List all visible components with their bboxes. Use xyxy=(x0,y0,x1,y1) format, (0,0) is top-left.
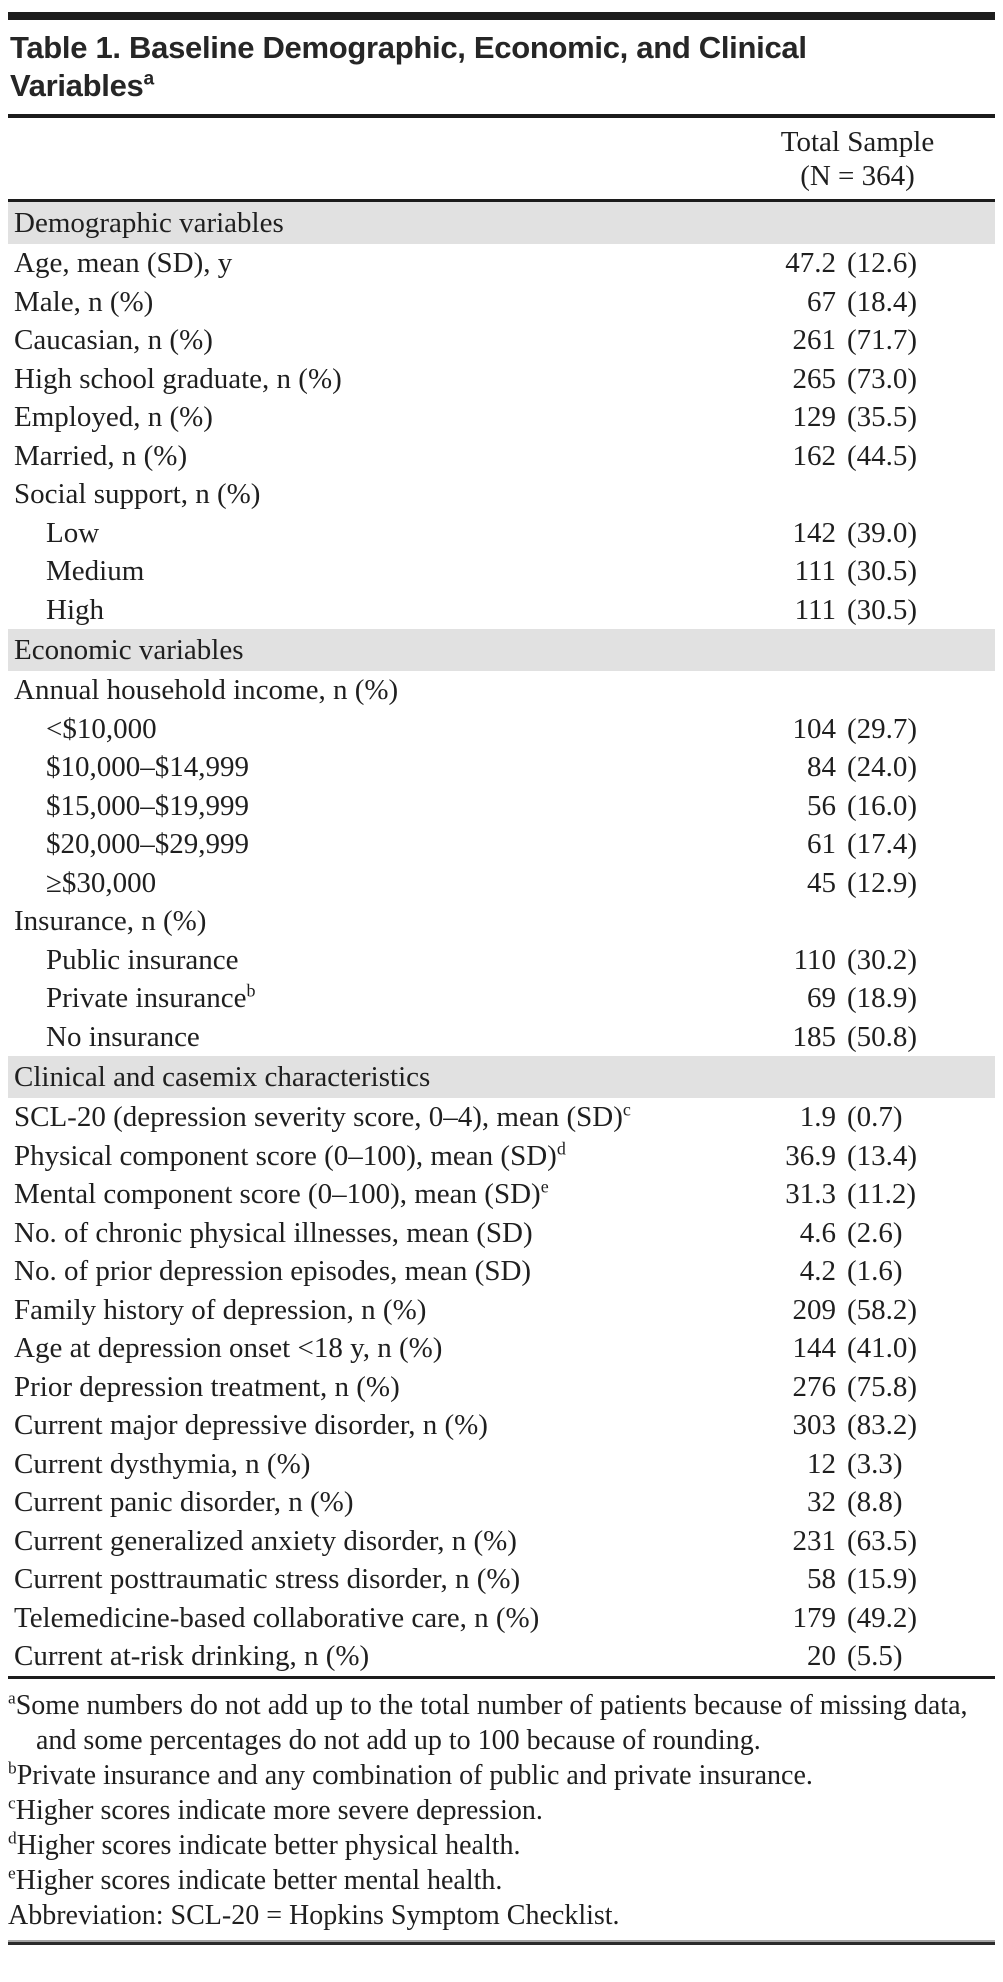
row-value xyxy=(740,1252,995,1291)
row-value-number: 179 xyxy=(792,1601,836,1634)
section-header: Demographic variables xyxy=(8,202,995,244)
row-value xyxy=(740,671,995,710)
row-value-percent: (73.0) xyxy=(847,362,918,395)
row-value-percent: (30.5) xyxy=(847,555,918,587)
table-row xyxy=(8,437,995,476)
row-value-number: 261 xyxy=(792,324,836,356)
row-value-percent: (30.5) xyxy=(847,593,918,626)
row-label: Age at depression onset <18 y, n (%) xyxy=(14,1332,443,1364)
row-value xyxy=(740,398,995,437)
row-label: Current at-risk drinking, n (%) xyxy=(14,1640,370,1672)
section-header: Clinical and casemix characteristics xyxy=(8,1056,995,1098)
row-label: Current dysthymia, n (%) xyxy=(14,1447,311,1480)
table-title-line2: Variables xyxy=(10,68,144,103)
row-value xyxy=(740,591,995,630)
row-label: No. of chronic physical illnesses, mean (SD) xyxy=(14,1216,533,1249)
row-footnote-marker: b xyxy=(246,980,256,1001)
table-row xyxy=(8,1560,995,1599)
column-header-line2: (N = 364) xyxy=(800,160,915,192)
row-value-number: 47.2 xyxy=(785,247,836,279)
footnote: Abbreviation: SCL-20 = Hopkins Symptom Checklist. xyxy=(8,1899,620,1931)
row-value xyxy=(740,1637,995,1676)
row-value xyxy=(740,552,995,591)
row-label: High school graduate, n (%) xyxy=(14,362,342,395)
row-value xyxy=(740,437,995,476)
row-label: SCL-20 (depression severity score, 0–4), mean (SD)$^c$ xyxy=(14,1099,631,1133)
row-label: Public insurance xyxy=(46,943,239,976)
footnote-marker: a xyxy=(8,1688,16,1708)
row-value xyxy=(740,1018,995,1057)
row-value xyxy=(740,321,995,360)
row-value xyxy=(740,1137,995,1176)
row-value xyxy=(740,1599,995,1638)
table-row xyxy=(8,671,995,710)
row-value xyxy=(740,1483,995,1522)
row-value xyxy=(740,902,995,941)
row-value-number xyxy=(740,475,836,514)
row-value xyxy=(740,514,995,553)
row-value-number: 20 xyxy=(807,1640,836,1672)
row-value xyxy=(740,787,995,826)
footnotes-block xyxy=(8,1679,995,1933)
row-label: No. of prior depression episodes, mean (SD) xyxy=(14,1255,532,1287)
table-row xyxy=(8,1483,995,1522)
row-value-percent: (49.2) xyxy=(847,1601,918,1634)
row-label: Family history of depression, n (%) xyxy=(14,1293,427,1326)
table-row xyxy=(8,552,995,591)
row-value xyxy=(740,1560,995,1599)
table-row xyxy=(8,1018,995,1057)
row-label: Insurance, n (%) xyxy=(14,905,207,937)
table-row xyxy=(8,825,995,864)
row-value xyxy=(740,748,995,787)
row-value-percent: (16.0) xyxy=(847,789,918,822)
row-value xyxy=(740,864,995,903)
table-row xyxy=(8,1291,995,1330)
row-value-number: 265 xyxy=(792,362,836,395)
row-label: Low xyxy=(46,516,100,549)
table-row xyxy=(8,1599,995,1638)
row-label: Current generalized anxiety disorder, n (%) xyxy=(14,1524,517,1557)
row-label: Telemedicine-based collaborative care, n (%) xyxy=(14,1601,540,1634)
table-row xyxy=(8,1522,995,1561)
table-row xyxy=(8,1368,995,1407)
row-value xyxy=(740,1329,995,1368)
table-row xyxy=(8,1637,995,1676)
row-value-number: 32 xyxy=(807,1486,836,1518)
section-header: Economic variables xyxy=(8,629,995,671)
row-label: Caucasian, n (%) xyxy=(14,324,213,356)
row-label: Married, n (%) xyxy=(14,439,188,472)
row-value-number: 162 xyxy=(792,439,836,472)
row-value-percent: (71.7) xyxy=(847,324,918,356)
row-value xyxy=(740,360,995,399)
row-label: Age, mean (SD), y xyxy=(14,247,233,279)
row-value-percent: (15.9) xyxy=(847,1563,918,1595)
row-value-percent: (30.2) xyxy=(847,943,918,976)
row-value-percent: (29.7) xyxy=(847,712,918,745)
row-value xyxy=(740,710,995,749)
table-row xyxy=(8,787,995,826)
row-value-percent: (39.0) xyxy=(847,516,918,549)
table-row xyxy=(8,283,995,322)
table-bottom-rule xyxy=(8,1940,995,1945)
table-row xyxy=(8,902,995,941)
row-value-number: 144 xyxy=(792,1332,836,1364)
row-value-number: 104 xyxy=(792,712,836,745)
table-body xyxy=(8,202,995,1676)
footnote: $^e$Higher scores indicate better mental health. xyxy=(8,1863,503,1896)
row-value-percent: (3.3) xyxy=(847,1447,903,1480)
row-label: $15,000–$19,999 xyxy=(46,789,249,822)
row-label: Social support, n (%) xyxy=(14,478,261,510)
table-row xyxy=(8,748,995,787)
row-value-number: 61 xyxy=(807,828,836,860)
row-value-number: 110 xyxy=(793,943,836,976)
table-row xyxy=(8,1406,995,1445)
table-row xyxy=(8,360,995,399)
table-title-line1: Table 1. Baseline Demographic, Economic, and Clinical xyxy=(10,30,807,65)
row-value-number: 185 xyxy=(792,1020,836,1053)
row-label: High xyxy=(46,593,104,626)
row-value xyxy=(740,825,995,864)
row-value xyxy=(740,1522,995,1561)
row-value-number xyxy=(740,902,836,941)
table-row xyxy=(8,591,995,630)
row-value-percent xyxy=(836,902,995,941)
row-label: Physical component score (0–100), mean (SD)$^d$ xyxy=(14,1137,566,1172)
row-value xyxy=(740,941,995,980)
row-label: Annual household income, n (%) xyxy=(14,674,399,706)
table-row xyxy=(8,1214,995,1253)
row-value-number xyxy=(740,671,836,710)
table-row xyxy=(8,475,995,514)
row-label: $20,000–$29,999 xyxy=(46,828,249,860)
table-title-footnote-marker: a xyxy=(143,68,154,90)
row-value-percent: (0.7) xyxy=(847,1101,903,1133)
row-value-number: 84 xyxy=(807,751,836,783)
table-row xyxy=(8,244,995,283)
row-value-number: 1.9 xyxy=(799,1101,836,1133)
footnote-marker: d xyxy=(8,1828,17,1848)
row-value-percent xyxy=(836,671,995,710)
column-header-row xyxy=(8,118,995,199)
table-row xyxy=(8,321,995,360)
row-value-percent: (41.0) xyxy=(847,1332,918,1364)
footnote: $^c$Higher scores indicate more severe depression. xyxy=(8,1793,543,1826)
row-value-percent: (83.2) xyxy=(847,1409,918,1441)
row-footnote-marker: d xyxy=(556,1137,566,1158)
table-row xyxy=(8,864,995,903)
footnote: $^a$Some numbers do not add up to the total number of patients because of missing data, and some percentages do not add up to 100 because of rounding. xyxy=(8,1688,968,1756)
row-value-percent: (2.6) xyxy=(847,1216,903,1249)
footnote-marker: b xyxy=(8,1758,17,1778)
row-value-percent: (18.9) xyxy=(847,982,918,1014)
table-top-rule xyxy=(8,12,995,20)
row-value xyxy=(740,1098,995,1137)
row-value xyxy=(740,979,995,1018)
table-row xyxy=(8,1445,995,1484)
row-label: No insurance xyxy=(46,1020,200,1053)
row-value-number: 111 xyxy=(794,593,836,626)
row-value-number: 58 xyxy=(807,1563,836,1595)
row-value-number: 4.6 xyxy=(799,1216,836,1249)
row-label: Male, n (%) xyxy=(14,285,154,318)
row-value xyxy=(740,283,995,322)
row-footnote-marker: c xyxy=(622,1099,631,1120)
row-label: <$10,000 xyxy=(46,712,157,745)
footnote: $^d$Higher scores indicate better physical health. xyxy=(8,1828,521,1861)
row-value-percent: (11.2) xyxy=(847,1178,916,1210)
row-value-percent: (1.6) xyxy=(847,1255,903,1287)
row-value xyxy=(740,1291,995,1330)
row-value-number: 231 xyxy=(792,1524,836,1557)
row-value-number: 129 xyxy=(792,401,836,433)
row-label: Current major depressive disorder, n (%) xyxy=(14,1409,488,1441)
row-value-percent: (50.8) xyxy=(847,1020,918,1053)
row-value-percent: (24.0) xyxy=(847,751,918,783)
row-label: Prior depression treatment, n (%) xyxy=(14,1370,400,1403)
row-footnote-marker: e xyxy=(540,1176,549,1197)
row-value-percent: (75.8) xyxy=(847,1370,918,1403)
table-row xyxy=(8,398,995,437)
row-label: Medium xyxy=(46,555,145,587)
table-row xyxy=(8,514,995,553)
row-value-percent: (12.6) xyxy=(847,247,918,279)
row-value-number: 56 xyxy=(807,789,836,822)
row-value xyxy=(740,1445,995,1484)
column-header-line1: Total Sample xyxy=(780,126,935,158)
row-value-percent: (5.5) xyxy=(847,1640,903,1672)
footnote: $^b$Private insurance and any combination of public and private insurance. xyxy=(8,1758,813,1791)
row-value-number: 303 xyxy=(792,1409,836,1441)
row-label: Current panic disorder, n (%) xyxy=(14,1486,354,1518)
row-value xyxy=(740,1406,995,1445)
table-row xyxy=(8,1137,995,1176)
footnote-marker: e xyxy=(8,1863,16,1883)
table-title xyxy=(10,29,995,105)
table-row xyxy=(8,1329,995,1368)
row-value-percent: (12.9) xyxy=(847,866,918,899)
row-label: Current posttraumatic stress disorder, n (%) xyxy=(14,1563,521,1595)
row-value-number: 12 xyxy=(807,1447,836,1480)
row-value-number: 31.3 xyxy=(785,1178,836,1210)
table-row xyxy=(8,1252,995,1291)
row-value-number: 67 xyxy=(807,285,836,318)
row-value-number: 209 xyxy=(792,1293,836,1326)
row-label: Private insurance$^b$ xyxy=(46,980,256,1014)
row-value-percent: (17.4) xyxy=(847,828,918,860)
table-row xyxy=(8,710,995,749)
row-value xyxy=(740,1368,995,1407)
row-value-number: 276 xyxy=(792,1370,836,1403)
footnote-marker: c xyxy=(8,1793,16,1813)
row-value-percent: (63.5) xyxy=(847,1524,918,1557)
table-row xyxy=(8,941,995,980)
row-value-number: 69 xyxy=(807,982,836,1014)
row-value-number: 4.2 xyxy=(799,1255,836,1287)
row-value-number: 36.9 xyxy=(785,1139,836,1172)
row-label: Employed, n (%) xyxy=(14,401,213,433)
row-label: Mental component score (0–100), mean (SD)$^e$ xyxy=(14,1176,549,1210)
row-value xyxy=(740,1175,995,1214)
row-value-percent: (8.8) xyxy=(847,1486,903,1518)
row-value xyxy=(740,244,995,283)
table-row xyxy=(8,979,995,1018)
row-value-number: 111 xyxy=(794,555,836,587)
table-row xyxy=(8,1175,995,1214)
row-value-percent xyxy=(836,475,995,514)
row-value-percent: (35.5) xyxy=(847,401,918,433)
row-value-number: 142 xyxy=(792,516,836,549)
row-value-percent: (18.4) xyxy=(847,285,918,318)
row-value-percent: (13.4) xyxy=(847,1139,918,1172)
row-value xyxy=(740,475,995,514)
row-value xyxy=(740,1214,995,1253)
row-label: $10,000–$14,999 xyxy=(46,751,249,783)
table-row xyxy=(8,1098,995,1137)
column-header-total-sample xyxy=(730,125,985,193)
row-value-percent: (44.5) xyxy=(847,439,918,472)
row-value-percent: (58.2) xyxy=(847,1293,918,1326)
row-value-number: 45 xyxy=(807,866,836,899)
row-label: ≥$30,000 xyxy=(46,866,157,899)
